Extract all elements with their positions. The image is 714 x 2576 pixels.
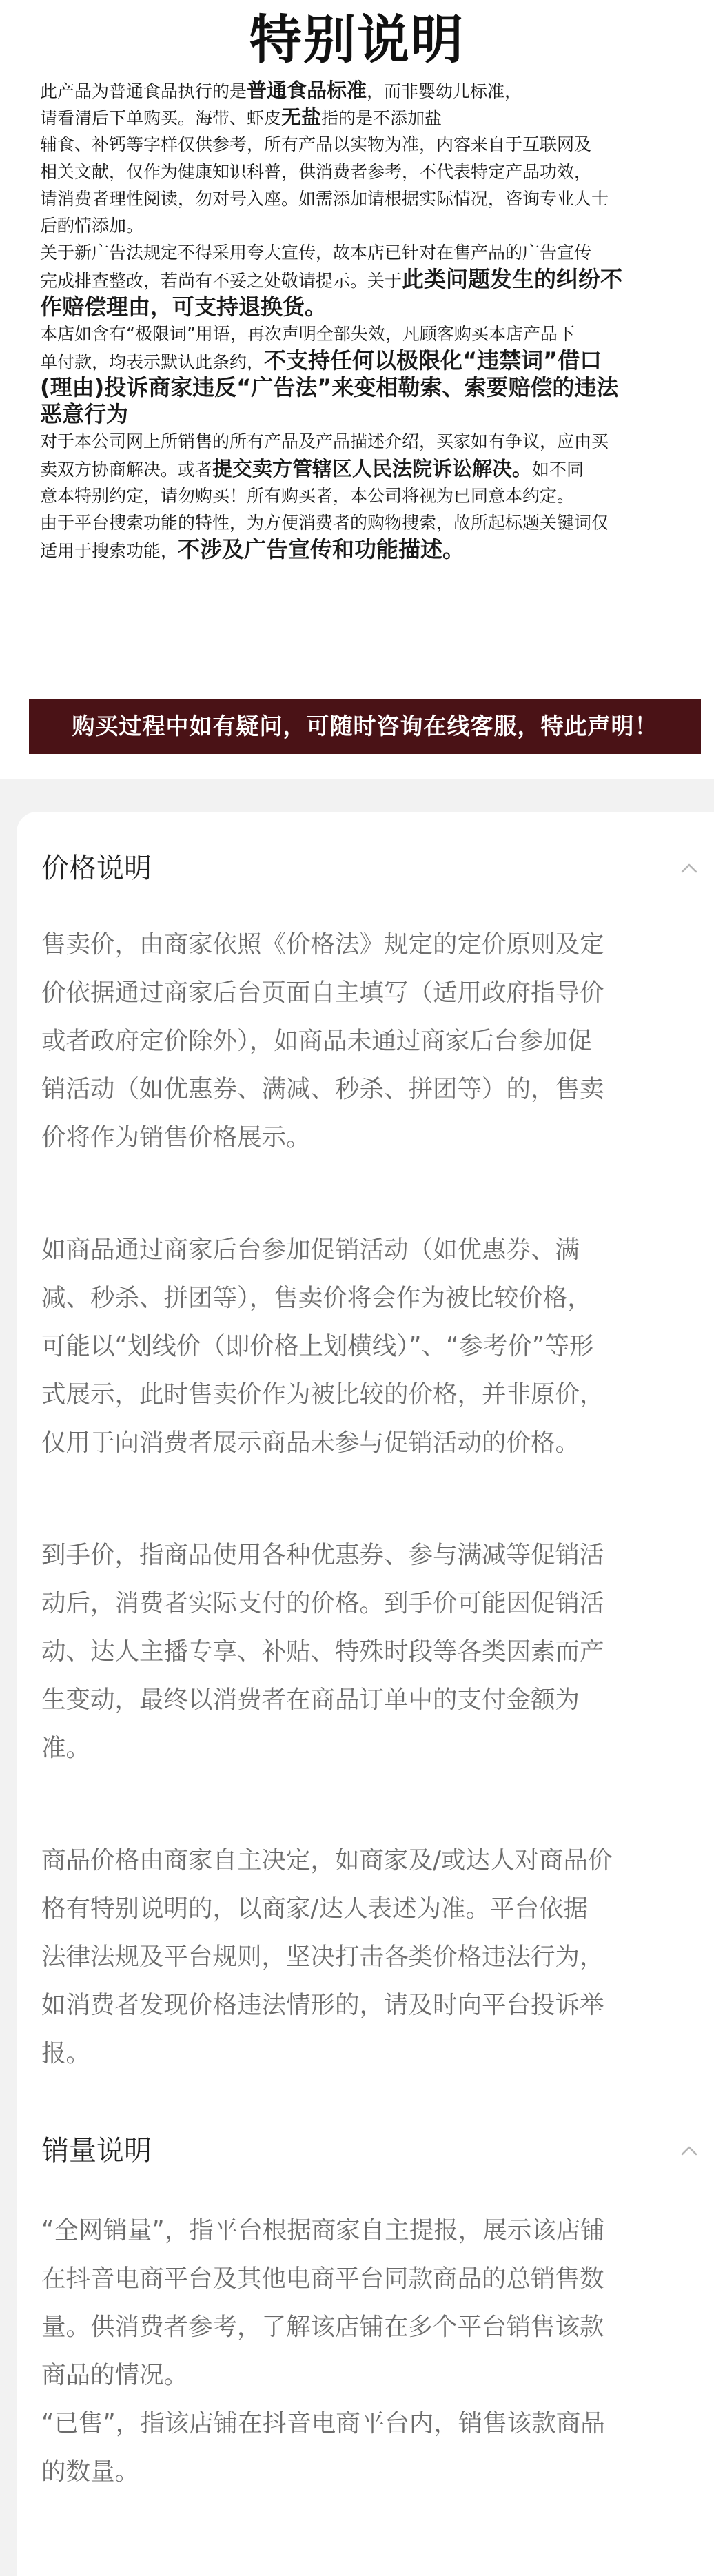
sales-paragraph-total-sales: “全网销量”，指平台根据商家自主提报，展示该店铺 在抖音电商平台及其他电商平台同款商品的总销售数 量。供消费者参考，了解该店铺在多个平台销售该款 商品的情况。 <box>41 2216 605 2389</box>
info-card <box>17 812 714 2576</box>
notice-line: 恶意行为 <box>40 401 129 428</box>
notice-line: 单付款，均表示默认此条约，不支持任何以极限化“违禁词”借口 <box>40 347 602 374</box>
notice-line: 关于新广告法规定不得采用夸大宣传，故本店已针对在售产品的广告宣传 <box>40 243 592 263</box>
notice-line: 完成排查整改，若尚有不妥之处敬请提示。关于此类问题发生的纠纷不 <box>40 266 623 293</box>
notice-line: 请消费者理性阅读，勿对号入座。如需添加请根据实际情况，咨询专业人士 <box>40 188 609 209</box>
notice-line: 意本特别约定，请勿购买！所有购买者，本公司将视为已同意本约定。 <box>40 485 575 506</box>
notice-line: 相关文献，仅作为健康知识科普，供消费者参考，不代表特定产品功效， <box>40 161 592 182</box>
chevron-up-icon[interactable] <box>677 2138 702 2163</box>
sales-section-title: 销量说明 <box>41 2135 152 2167</box>
price-paragraph-sale-price: 售卖价，由商家依照《价格法》规定的定价原则及定 价依据通过商家后台页面自主填写（适用政府指导价 或者政府定价除外），如商品未通过商家后台参加促 销活动（如优惠券、满减、秒杀、拼团等）的，售卖 价将作为销售价格展示。 <box>41 930 604 1152</box>
notice-line: 对于本公司网上所销售的所有产品及产品描述介绍，买家如有争议，应由买 <box>40 431 609 452</box>
notice-line: 由于平台搜索功能的特性，为方便消费者的购物搜索，故所起标题关键词仅 <box>40 513 609 533</box>
price-section-header[interactable] <box>41 841 714 896</box>
notice-line: 辅食、补钙等字样仅供参考，所有产品以实物为准，内容来自于互联网及 <box>40 134 592 155</box>
price-paragraph-final-price: 到手价，指商品使用各种优惠券、参与满减等促销活 动后，消费者实际支付的价格。到手价可能因促销活 动、达人主播专享、补贴、特殊时段等各类因素而产 生变动，最终以消费者在商品订单中的支付金额为 准。 <box>41 1541 604 1762</box>
notice-line: (理由)投诉商家违反“广告法”来变相勒索、索要赔偿的违法 <box>40 374 619 401</box>
notice-line: 此产品为普通食品执行的是普通食品标准，而非婴幼儿标准， <box>40 79 522 102</box>
price-paragraph-merchant-statement: 商品价格由商家自主决定，如商家及/或达人对商品价 格有特别说明的，以商家/达人表述为准。平台依据 法律法规及平台规则，坚决打击各类价格违法行为， 如消费者发现价格违法情形的，请及时向平台投诉举 报。 <box>41 1846 613 2067</box>
notice-line: 本店如含有“极限词”用语，再次声明全部失效，凡顾客购买本店产品下 <box>40 323 575 344</box>
sales-paragraph-sold: “已售”，指该店铺在抖音电商平台内，销售该款商品 的数量。 <box>41 2409 605 2486</box>
notice-banner: 购买过程中如有疑问，可随时咨询在线客服，特此声明！ <box>29 699 701 754</box>
notice-line: 卖双方协商解决。或者提交卖方管辖区人民法院诉讼解决。如不同 <box>40 456 584 480</box>
notice-body <box>40 77 714 563</box>
price-paragraph-promotion: 如商品通过商家后台参加促销活动（如优惠券、满 减、秒杀、拼团等），售卖价将会作为被比较价格， 可能以“划线价（即价格上划横线）”、“参考价”等形 式展示，此时售卖价作为被比较的价格，并非原价， 仅用于向消费者展示商品未参与促销活动的价格。 <box>41 1236 604 1457</box>
notice-line: 适用于搜索功能，不涉及广告宣传和功能描述。 <box>40 536 465 563</box>
sales-section-header[interactable] <box>41 2123 714 2178</box>
chevron-up-icon[interactable] <box>677 856 702 881</box>
special-notice-image <box>0 0 714 779</box>
notice-line: 后酌情添加。 <box>40 215 144 236</box>
price-section-title: 价格说明 <box>41 852 152 884</box>
notice-line: 请看清后下单购买。海带、虾皮无盐指的是不添加盐 <box>40 105 442 130</box>
notice-line: 作赔偿理由，可支持退换货。 <box>40 293 327 320</box>
notice-title: 特别说明 <box>249 9 465 70</box>
